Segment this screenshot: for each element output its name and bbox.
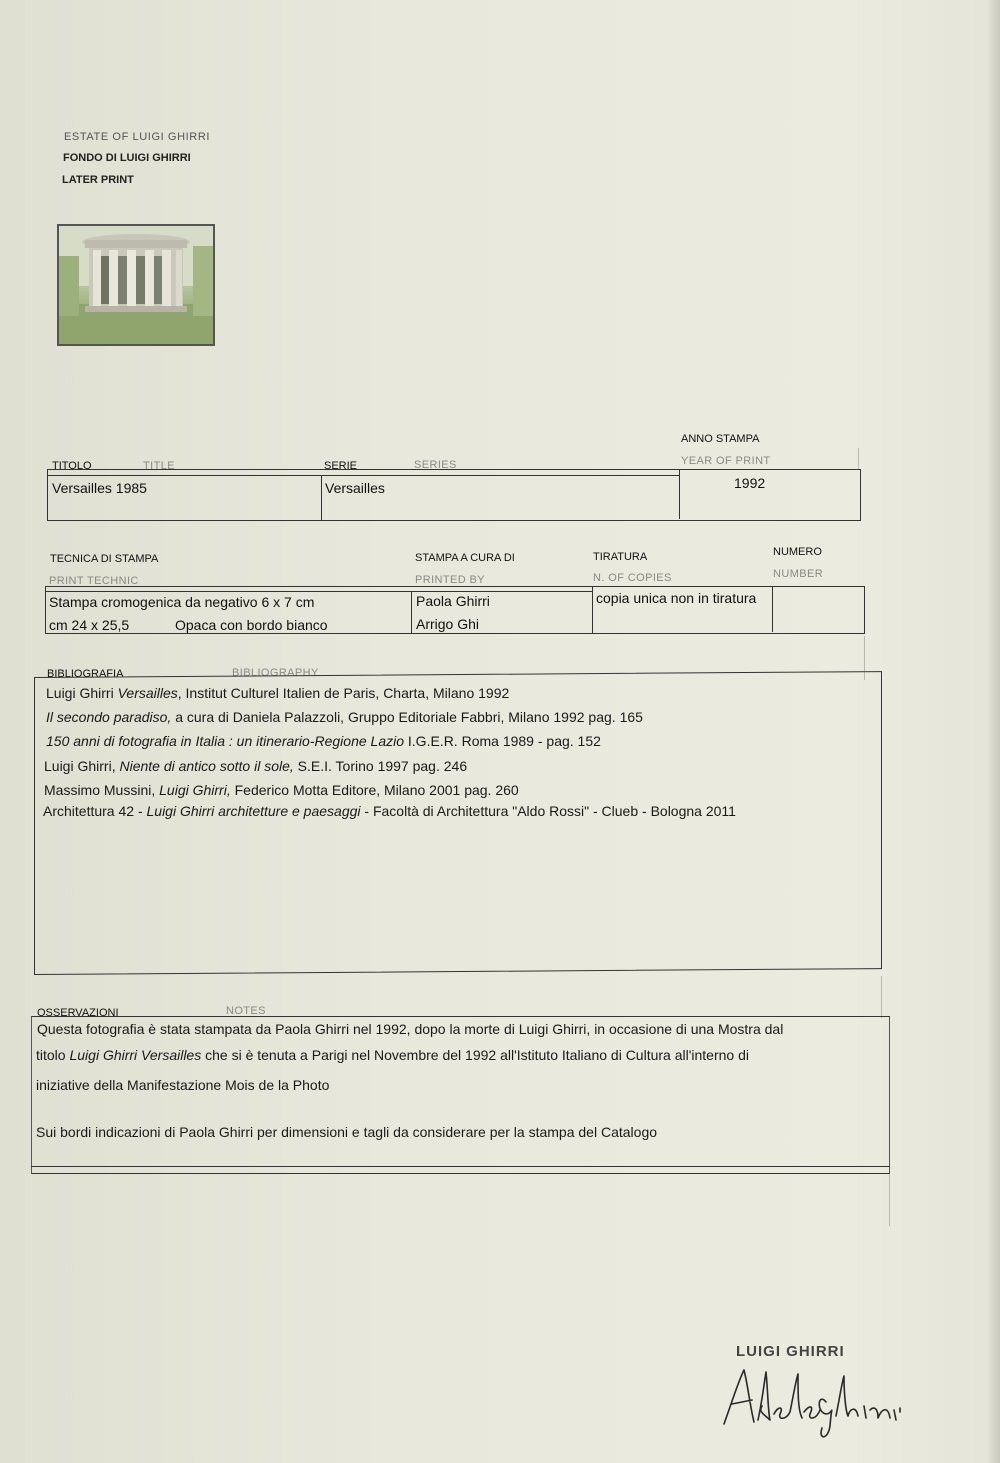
year-of-print-label: YEAR OF PRINT bbox=[681, 455, 771, 467]
bibliography-label: BIBLIOGRAPHY bbox=[232, 667, 319, 679]
tecnica-finish: Opaca con bordo bianco bbox=[175, 617, 328, 633]
printed-by-label: PRINTED BY bbox=[415, 574, 486, 586]
bib-entry: Luigi Ghirri Versailles, Institut Culturel Italien de Paris, Charta, Milano 1992 bbox=[46, 685, 510, 701]
tecnica-size: cm 24 x 25,5 bbox=[49, 617, 130, 633]
titolo-label: TITOLO bbox=[52, 460, 92, 472]
title-label: TITLE bbox=[143, 460, 175, 472]
notes-line4: Sui bordi indicazioni di Paola Ghirri per dimensioni e tagli da considerare per la stampa del Catalogo bbox=[36, 1124, 658, 1140]
numero-label: NUMERO bbox=[773, 546, 822, 558]
table-divider bbox=[592, 586, 593, 634]
handwritten-signature bbox=[718, 1362, 938, 1444]
copies-label: N. OF COPIES bbox=[593, 572, 672, 584]
bib-entry: Massimo Mussini, Luigi Ghirri, Federico Motta Editore, Milano 2001 pag. 260 bbox=[44, 782, 519, 798]
notes-box bbox=[31, 1016, 890, 1174]
serie-label: SERIE bbox=[324, 460, 358, 472]
series-label: SERIES bbox=[414, 459, 457, 471]
bib-entry: Architettura 42 - Luigi Ghirri architetture e paesaggi - Facoltà di Architettura "Aldo Rossi" - Clueb - Bologna 2011 bbox=[43, 803, 736, 819]
printed-by-line2: Arrigo Ghi bbox=[416, 616, 480, 632]
later-print-label: LATER PRINT bbox=[62, 174, 134, 186]
printed-by-line1: Paola Ghirri bbox=[416, 593, 490, 609]
table-rule bbox=[45, 591, 593, 592]
anno-stampa-label: ANNO STAMPA bbox=[681, 433, 760, 445]
guide-line bbox=[881, 976, 882, 1018]
notes-label: NOTES bbox=[226, 1005, 266, 1017]
tecnica-label: TECNICA DI STAMPA bbox=[50, 553, 159, 565]
print-technic-label: PRINT TECHNIC bbox=[49, 575, 139, 587]
titolo-value: Versailles 1985 bbox=[52, 480, 147, 496]
temple-image bbox=[59, 226, 213, 344]
tiratura-value: copia unica non in tiratura bbox=[596, 590, 757, 606]
table-divider bbox=[411, 591, 412, 634]
guide-line bbox=[858, 448, 859, 470]
fondo-label: FONDO DI LUIGI GHIRRI bbox=[63, 152, 191, 164]
tiratura-label: TIRATURA bbox=[593, 551, 648, 563]
tecnica-line1: Stampa cromogenica da negativo 6 x 7 cm bbox=[49, 594, 315, 610]
table-rule bbox=[31, 1166, 890, 1167]
serie-value: Versailles bbox=[325, 480, 385, 496]
sheet-edge bbox=[986, 0, 1000, 1463]
table-divider bbox=[679, 469, 680, 519]
bib-entry: Luigi Ghirri, Niente di antico sotto il sole, S.E.I. Torino 1997 pag. 246 bbox=[44, 758, 468, 774]
table-divider bbox=[772, 586, 773, 632]
bib-entry: 150 anni di fotografia in Italia : un itinerario-Regione Lazio I.G.E.R. Roma 1989 - pag. 152 bbox=[46, 733, 601, 749]
osservazioni-label: OSSERVAZIONI bbox=[37, 1007, 119, 1019]
anno-value: 1992 bbox=[734, 475, 766, 491]
guide-line bbox=[889, 1174, 890, 1226]
table-rule bbox=[47, 475, 680, 476]
estate-label: ESTATE OF LUIGI GHIRRI bbox=[64, 131, 211, 143]
notes-line3: iniziative della Manifestazione Mois de la Photo bbox=[36, 1077, 330, 1093]
table-divider bbox=[321, 475, 322, 521]
luigi-ghirri-stamp: LUIGI GHIRRI bbox=[736, 1343, 845, 1360]
number-label: NUMBER bbox=[773, 568, 824, 580]
photo-thumbnail bbox=[57, 224, 215, 346]
stampa-a-cura-label: STAMPA A CURA DI bbox=[415, 552, 515, 564]
notes-line2: titolo Luigi Ghirri Versailles che si è tenuta a Parigi nel Novembre del 1992 all'Istituto Italiano di Cultura all'interno di bbox=[36, 1047, 749, 1063]
bib-entry: Il secondo paradiso, a cura di Daniela Palazzoli, Gruppo Editoriale Fabbri, Milano 1992 pag. 165 bbox=[46, 709, 643, 725]
bibliografia-label: BIBLIOGRAFIA bbox=[47, 668, 124, 680]
notes-line1: Questa fotografia è stata stampata da Paola Ghirri nel 1992, dopo la morte di Luigi Ghirri, in occasione di una Mostra dal bbox=[37, 1021, 784, 1037]
